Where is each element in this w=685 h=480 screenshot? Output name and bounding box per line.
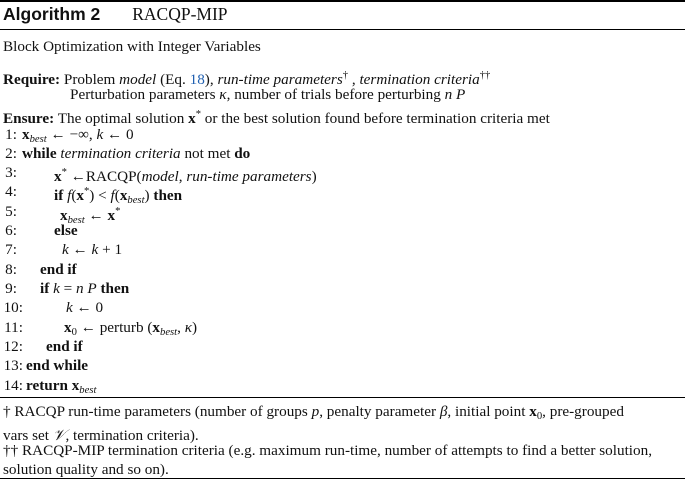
step-number: 9: bbox=[5, 280, 17, 297]
math-token: ← bbox=[50, 126, 66, 143]
math-token: = bbox=[63, 280, 73, 297]
math-token: κ bbox=[219, 86, 227, 103]
math-token: x bbox=[76, 187, 84, 204]
step-number: 5: bbox=[5, 203, 17, 220]
math-token: ), bbox=[204, 71, 214, 88]
step-number: 1: bbox=[5, 126, 17, 143]
step-8 bbox=[40, 260, 77, 279]
math-token: while bbox=[22, 145, 57, 162]
math-token: , number of trials before perturbing bbox=[226, 86, 441, 103]
math-token: k bbox=[62, 241, 69, 258]
math-token: best bbox=[67, 215, 85, 226]
math-token: then bbox=[153, 187, 183, 204]
math-token: vars set bbox=[3, 427, 49, 444]
step-number: 2: bbox=[5, 145, 17, 162]
math-token: perturb ( bbox=[99, 319, 153, 336]
math-token: ) bbox=[192, 319, 198, 336]
math-token: x bbox=[152, 319, 160, 336]
math-token: RACQP( bbox=[85, 168, 142, 185]
math-token: not met bbox=[184, 145, 231, 162]
require-line-2 bbox=[70, 85, 465, 104]
math-token: 𝒱 bbox=[52, 427, 66, 444]
math-token: end if bbox=[40, 261, 77, 278]
math-token: best bbox=[160, 327, 178, 338]
math-token: 0 bbox=[71, 327, 77, 338]
math-token: end while bbox=[26, 357, 89, 374]
math-token: k bbox=[91, 241, 99, 258]
math-token: p bbox=[311, 403, 320, 420]
require-keyword: Require: bbox=[3, 71, 61, 88]
bottom-rule bbox=[0, 478, 685, 479]
math-token: termination criteria bbox=[60, 145, 181, 162]
math-token: * bbox=[195, 109, 201, 120]
math-token: or the best solution found before termination criteria met bbox=[204, 110, 550, 127]
math-token: run-time parameters bbox=[186, 168, 312, 185]
algorithm-name: RACQP-MIP bbox=[132, 4, 228, 24]
math-token: x bbox=[22, 126, 30, 143]
step-9 bbox=[40, 279, 129, 298]
math-token: x bbox=[54, 168, 62, 185]
step-10 bbox=[66, 298, 103, 317]
math-token: * bbox=[61, 167, 67, 178]
algorithm-label: Algorithm 2 bbox=[3, 4, 101, 24]
math-token: x bbox=[188, 110, 196, 127]
math-token: model bbox=[119, 71, 157, 88]
step-number: 6: bbox=[5, 222, 17, 239]
math-token: x bbox=[119, 187, 128, 204]
math-token: f bbox=[110, 187, 115, 204]
math-token: , penalty parameter bbox=[319, 403, 437, 420]
step-number: 7: bbox=[5, 241, 17, 258]
step-number: 8: bbox=[5, 261, 17, 278]
math-token: * bbox=[83, 186, 90, 197]
math-token: The optimal solution bbox=[57, 110, 185, 127]
math-token: † RACQP run-time parameters (number of groups bbox=[3, 403, 308, 420]
step-7 bbox=[62, 240, 122, 259]
step-number: 11: bbox=[4, 319, 23, 336]
math-token: * bbox=[115, 206, 121, 217]
footnote-dagger bbox=[3, 402, 683, 445]
step-11 bbox=[64, 318, 197, 342]
math-token: < bbox=[98, 187, 107, 204]
algorithm-description: Block Optimization with Integer Variables bbox=[3, 38, 261, 55]
math-token: model bbox=[141, 168, 179, 185]
math-token: termination criteria bbox=[359, 71, 480, 88]
math-token: ) bbox=[311, 168, 317, 185]
math-token: best bbox=[79, 385, 97, 396]
math-token: 0 bbox=[536, 411, 543, 422]
math-token: , bbox=[88, 126, 93, 143]
footnote-double-dagger bbox=[3, 441, 683, 479]
top-rule bbox=[0, 0, 685, 2]
equation-reference-link[interactable]: 18 bbox=[189, 71, 205, 88]
step-number: 12: bbox=[3, 338, 23, 355]
math-token: best bbox=[29, 134, 47, 145]
math-token: end if bbox=[46, 338, 83, 355]
math-token: f bbox=[67, 187, 72, 204]
math-token: , termination criteria). bbox=[65, 427, 199, 444]
step-2 bbox=[22, 144, 250, 163]
math-token: best bbox=[127, 195, 145, 206]
math-token: return bbox=[26, 377, 68, 394]
math-token: , pre-grouped bbox=[542, 403, 624, 420]
math-token: β bbox=[439, 403, 448, 420]
math-token: x bbox=[529, 403, 537, 420]
math-token: , bbox=[177, 319, 181, 336]
math-token: (Eq. bbox=[160, 71, 186, 88]
math-token: , bbox=[178, 168, 183, 185]
step-12 bbox=[46, 337, 83, 356]
math-token: , bbox=[351, 71, 356, 88]
step-13 bbox=[26, 356, 88, 375]
title-rule bbox=[0, 29, 685, 30]
step-number: 14: bbox=[3, 377, 23, 394]
step-number: 4: bbox=[5, 183, 17, 200]
step-number: 13: bbox=[3, 357, 23, 374]
ensure-keyword: Ensure: bbox=[3, 110, 55, 127]
math-token: if bbox=[54, 187, 64, 204]
math-token: x bbox=[64, 319, 72, 336]
math-token: else bbox=[54, 222, 78, 239]
math-token: †† RACQP-MIP termination criteria (e.g. maximum run-time, number of attempts to find a better solution, bbox=[3, 442, 652, 459]
math-token: ← bbox=[80, 319, 96, 336]
step-number: 10: bbox=[3, 299, 23, 316]
step-4: if $f(x^*) < f(x_{best})$ then bbox=[54, 186, 183, 206]
footnote-rule bbox=[0, 397, 685, 398]
step-6 bbox=[54, 221, 78, 240]
math-token: x bbox=[60, 207, 68, 224]
math-token: ← bbox=[88, 207, 104, 224]
math-token: 0 bbox=[95, 299, 104, 316]
math-token: n P bbox=[76, 280, 97, 297]
math-token: run-time parameters bbox=[217, 71, 343, 88]
math-token: solution quality and so on). bbox=[3, 461, 169, 478]
math-token: †† bbox=[479, 70, 491, 81]
math-token: if bbox=[40, 280, 50, 297]
math-token: x bbox=[71, 377, 80, 394]
math-token: Perturbation parameters bbox=[70, 86, 216, 103]
math-token: ← bbox=[72, 241, 88, 258]
math-token: ← bbox=[70, 168, 86, 185]
math-token: , initial point bbox=[447, 403, 526, 420]
step-number: 3: bbox=[5, 164, 17, 181]
math-token: 0 bbox=[126, 126, 134, 143]
math-token: Problem bbox=[63, 71, 116, 88]
math-token: k bbox=[96, 126, 104, 143]
math-token: −∞ bbox=[69, 126, 89, 143]
math-token: ← bbox=[76, 299, 92, 316]
math-token: k bbox=[66, 299, 73, 316]
math-token: † bbox=[342, 70, 349, 81]
math-token: do bbox=[234, 145, 251, 162]
math-token: n P bbox=[444, 86, 466, 103]
math-token: x bbox=[107, 207, 116, 224]
math-token: ← bbox=[107, 126, 123, 143]
math-token: κ bbox=[184, 319, 193, 336]
math-token: + 1 bbox=[102, 241, 123, 258]
math-token: k bbox=[53, 280, 60, 297]
math-token: then bbox=[100, 280, 130, 297]
algorithm-title bbox=[3, 4, 228, 25]
